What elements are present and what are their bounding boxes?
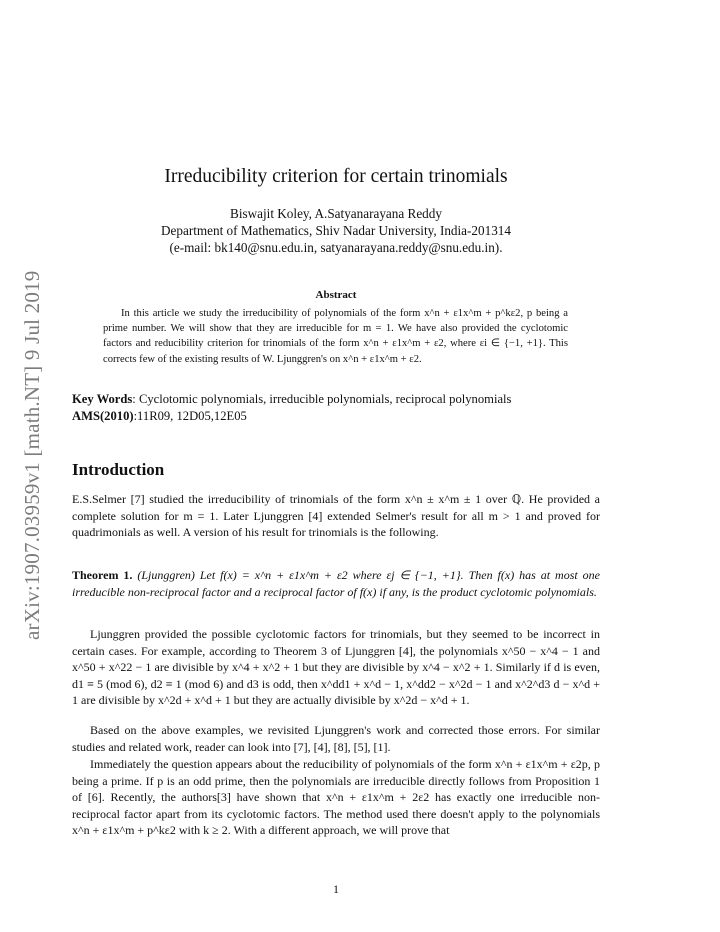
body-paragraph: Immediately the question appears about the reducibility of polynomials of the form x^n + ε1x^m + ε2p, p being a prime. If p is an odd prime, then the polynomials are irreducible directly follows from Proposition 1 of [6]. Recently, the authors[3] have shown that x^n + ε1x^m + 2ε2 has exactly one irreducible non-reciprocal factor apart from its cyclotomic factors. The method used there doesn't apply to the polynomials x^n + ε1x^m + p^kε2 with k ≥ 2. With a different approach, we will prove that [72,757,600,838]
paper-title: Irreducibility criterion for certain trinomials [164,166,508,187]
section-heading: Introduction [72,460,165,479]
keywords-label: Key Words [72,392,133,406]
theorem-statement: (Ljunggren) Let f(x) = x^n + ε1x^m + ε2 where εj ∈ {−1, +1}. Then f(x) has at most one irreducible non-reciprocal factor and a reciprocal factor of f(x) if any, is the product cyclotomic polynomials. [72,568,600,599]
keywords-line [72,392,600,407]
abstract-body [103,306,568,367]
body-paragraph: Based on the above examples, we revisited Ljunggren's work and corrected those errors. For similar studies and related work, reader can look into [7], [4], [8], [5], [1]. [72,723,600,754]
body-paragraph: Ljunggren provided the possible cyclotomic factors for trinomials, but they seemed to be incorrect in certain cases. For example, according to Theorem 3 of Ljunggren [4], the polynomials x^50 − x^4 − 1 and x^50 + x^22 − 1 are divisible by x^4 + x^2 + 1 but they are divisible by x^4 − x^2 + 1. Similarly if d is even, d1 ≡ 5 (mod 6), d2 ≡ 1 (mod 6) and d3 is odd, then x^dd1 + x^d − 1, x^dd2 − x^2d − 1 and x^2^d3 d − x^d + 1 are divisible by x^2d + x^d + 1 but they are actually divisible by x^2d − x^d + 1. [72,627,600,708]
ams-label: AMS(2010) [72,409,134,423]
affiliation: Department of Mathematics, Shiv Nadar University, India-201314 [161,223,511,238]
page-number: 1 [333,882,339,896]
keywords-text: : Cyclotomic polynomials, irreducible polynomials, reciprocal polynomials [132,392,512,406]
arxiv-stamp-text: arXiv:1907.03959v1 [math.NT] 9 Jul 2019 [20,270,44,640]
theorem-block [72,567,600,600]
intro-paragraph: E.S.Selmer [7] studied the irreducibility of trinomials of the form x^n ± x^m ± 1 over ℚ. He provided a complete solution for m = 1. Later Ljunggren [4] extended Selmer's result for all m > 1 and proved for quadrimonials as well. A version of his result for trinomials is the following. [72,492,600,540]
ams-text: :11R09, 12D05,12E05 [133,409,247,423]
abstract-heading: Abstract [315,289,357,301]
ams-line [72,409,600,424]
author-emails: (e-mail: bk140@snu.edu.in, satyanarayana.reddy@snu.edu.in). [169,240,503,255]
authors: Biswajit Koley, A.Satyanarayana Reddy [230,206,442,221]
theorem-label: Theorem 1. [72,568,133,582]
abstract-text: In this article we study the irreducibility of polynomials of the form x^n + ε1x^m + p^kε2, p being a prime number. We will show that they are irreducible for m = 1. We have also provided the cyclotomic factors and reducibility criterion for trinomials of the form x^n + ε1x^m + ε2, where εi ∈ {−1, +1}. This corrects few of the existing results of W. Ljunggren's on x^n + ε1x^m + ε2. [103,308,568,365]
